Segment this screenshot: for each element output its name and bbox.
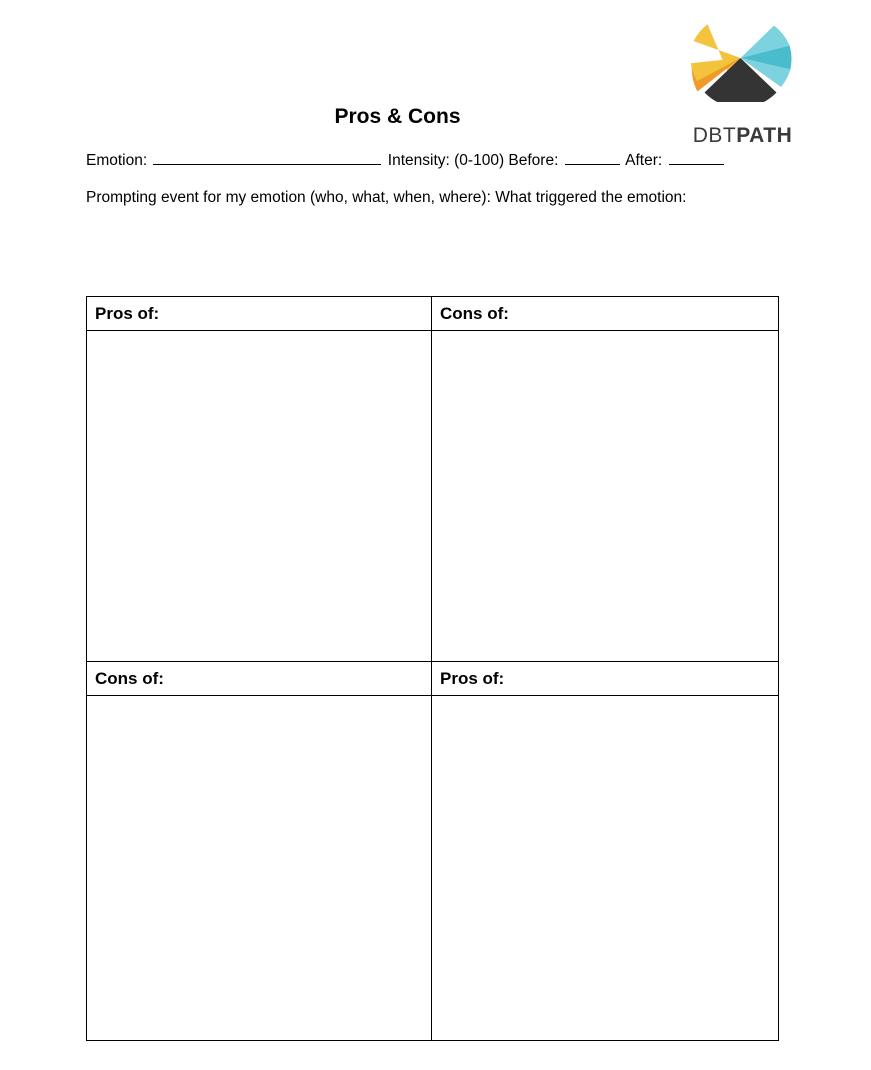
table-row-header-2 (87, 662, 779, 696)
prompting-event-label: Prompting event for my emotion (who, what, when, where): What triggered the emotion: (86, 189, 687, 206)
pros-body-top-left[interactable] (87, 331, 432, 662)
emotion-intensity-line (86, 150, 726, 170)
pros-header-bottom-right: Pros of: (432, 662, 779, 696)
cons-header-bottom-left: Cons of: (87, 662, 432, 696)
pros-cons-table (86, 296, 779, 1041)
pros-body-bottom-right[interactable] (432, 696, 779, 1041)
intensity-before-input[interactable] (565, 150, 620, 165)
emotion-input[interactable] (153, 150, 381, 165)
intensity-after-input[interactable] (669, 150, 724, 165)
logo-semicircle-icon (683, 14, 798, 102)
cons-body-top-right[interactable] (432, 331, 779, 662)
pros-header-top-left: Pros of: (87, 297, 432, 331)
table-row-body-2 (87, 696, 779, 1041)
table-row-header-1 (87, 297, 779, 331)
logo-wordmark-dbt: DBT (692, 124, 737, 147)
table-row-body-1 (87, 331, 779, 662)
page-title: Pros & Cons (334, 105, 461, 128)
cons-header-top-right: Cons of: (432, 297, 779, 331)
logo-wordmark-path: PATH (736, 124, 793, 147)
emotion-label: Emotion: (86, 152, 148, 169)
cons-body-bottom-left[interactable] (87, 696, 432, 1041)
intensity-after-label: After: (625, 152, 663, 169)
intensity-before-label: Intensity: (0-100) Before: (387, 152, 559, 169)
prompting-event-line (86, 189, 686, 207)
